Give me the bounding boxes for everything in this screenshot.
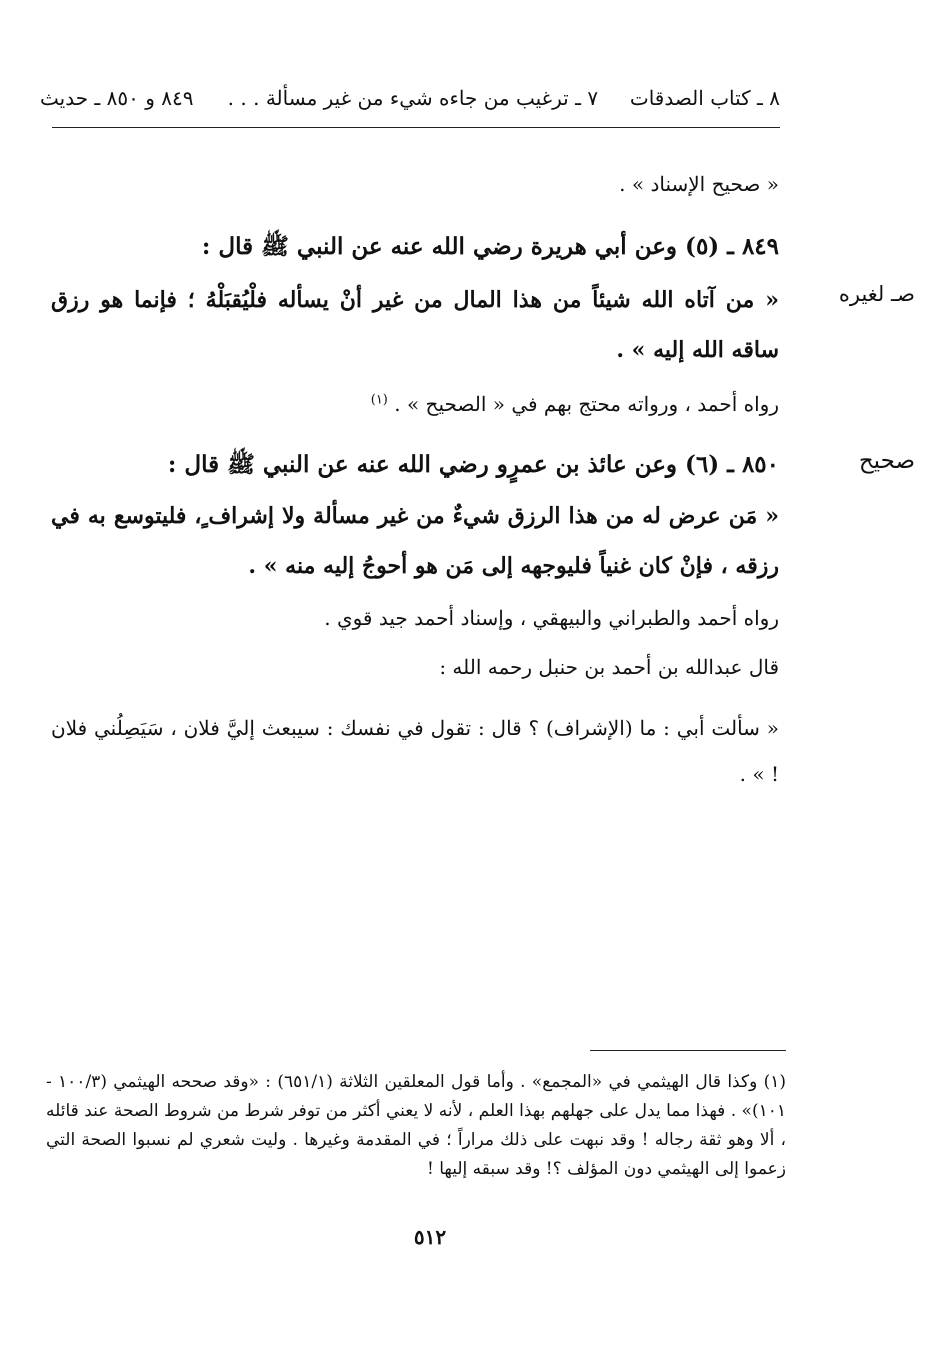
hadith-850-quote: « سألت أبي : ما (الإشراف) ؟ قال : تقول في نفسك : سيبعث إليَّ فلان ، سَيَصِلُني فلان ! » .	[51, 716, 779, 786]
hadith-850-text: « مَن عرض له من هذا الرزق شيءٌ من غير مسألة ولا إشراف ٍ، فليتوسع به في رزقه ، فإنْ كان غنياً فليوجهه إلى مَن هو أحوجُ إليه منه » .	[51, 503, 779, 579]
hadith-850-narrator: قال عبدالله بن أحمد بن حنبل رحمه الله :	[439, 655, 779, 679]
header-chapter: ٨ ـ كتاب الصدقات	[629, 86, 780, 110]
hadith-850-intro: ٨٥٠ ـ (٦) وعن عائذ بن عمرٍو رضي الله عنه عن النبي ﷺ قال :	[167, 451, 779, 478]
footnote-ref: (١)	[370, 392, 388, 408]
header-chapter-section	[228, 86, 780, 110]
header-section: ٧ ـ ترغيب من جاءه شيء من غير مسألة . . .	[227, 86, 599, 110]
hadith-849-intro: ٨٤٩ ـ (٥) وعن أبي هريرة رضي الله عنه عن النبي ﷺ قال :	[201, 233, 779, 260]
hadith-849-source	[371, 392, 779, 416]
hadith-849-text: « من آتاه الله شيئاً من هذا المال من غير أنْ يسأله فلْيُقبَلْهُ ؛ فإنما هو رزق ساقه الله إليه » .	[51, 287, 779, 363]
running-header	[40, 82, 780, 118]
footnote: (١) وكذا قال الهيثمي في «المجمع» . وأما قول المعلقين الثلاثة (٦٥١/١) : «وقد صححه الهيثمي (١٠٠/٣ - ١٠١)» . فهذا مما يدل على جهلهم بهذا العلم ، لأنه لا يعني أكثر من توفر شرط من شروط الصحة عند قائله ، ألا وهو ثقة رجاله ! وقد نبهت على ذلك مراراً ؛ في المقدمة وغيرها . وليت شعري لم نسبوا الصحة التي زعموا إلى الهيثمي دون المؤلف ؟! وقد سبقه إليها !	[46, 1072, 786, 1179]
page-number: ٥١٢	[413, 1225, 447, 1249]
continuation-line: « صحيح الإسناد » .	[619, 172, 779, 196]
hadith-849-source-text: رواه أحمد ، ورواته محتج بهم في « الصحيح » .	[394, 392, 779, 416]
footnote-divider	[590, 1050, 786, 1051]
hadith-850-source: رواه أحمد والطبراني والبيهقي ، وإسناد أحمد جيد قوي .	[324, 606, 779, 630]
header-divider	[52, 127, 780, 128]
hadith-849-grade: صـ لغيره	[838, 282, 915, 306]
hadith-850-grade: صحيح	[858, 448, 915, 474]
header-hadith-range: ٨٤٩ و ٨٥٠ ـ حديث	[40, 86, 194, 110]
